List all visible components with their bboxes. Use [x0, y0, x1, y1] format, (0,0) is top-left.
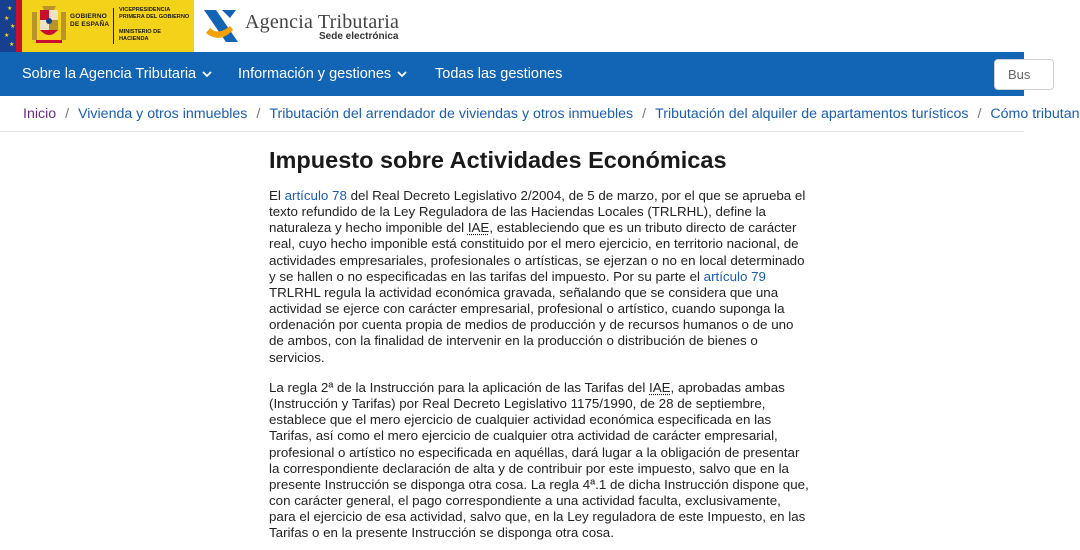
government-name [70, 13, 109, 28]
chevron-down-icon [397, 71, 407, 78]
vicepresidency-label: VICEPRESIDENCIA PRIMERA DEL GOBIERNO [119, 7, 190, 20]
page-title: Impuesto sobre Actividades Económicas [269, 147, 727, 173]
gov-line1: GOBIERNO [70, 13, 107, 20]
government-logo-block[interactable] [0, 0, 194, 52]
nav-item-todas-las-gestiones[interactable] [435, 52, 562, 96]
paragraph-1 [269, 188, 809, 366]
breadcrumb-separator: / [977, 106, 982, 122]
ministry-label: MINISTERIO DE HACIENDA [119, 29, 161, 42]
divider [113, 8, 114, 44]
breadcrumb-vivienda[interactable]: Vivienda y otros inmuebles [78, 106, 248, 122]
breadcrumb-separator: / [256, 106, 261, 122]
link-articulo-79[interactable]: artículo 79 [703, 268, 766, 284]
breadcrumb-separator: / [65, 106, 70, 122]
text-segment: La regla 2ª de la Instrucción para la aplicación de las Tarifas del [269, 380, 650, 395]
paragraph-2 [269, 380, 809, 542]
nav-item-label: Información y gestiones [238, 66, 392, 82]
coat-of-arms-icon [30, 4, 68, 48]
eu-spain-flag: ★ ★ ★ ★ ★ [0, 0, 22, 52]
breadcrumb-divider [0, 131, 1024, 132]
breadcrumb-apartamentos-turisticos[interactable]: Tributación del alquiler de apartamentos turísticos [655, 106, 969, 122]
search-placeholder: Bus [1008, 67, 1031, 82]
agency-subtitle: Sede electrónica [319, 31, 399, 42]
main-navigation [0, 52, 1024, 96]
search-input[interactable] [994, 59, 1054, 90]
breadcrumb-home[interactable]: Inicio [23, 106, 57, 122]
text-segment: , aprobadas ambas (Instrucción y Tarifas) por Real Decreto Legislativo 1175/1990, de 28 de septiembre, establece que el mero ejercicio de cualquier actividad económica especificada en las Tarifas, así como el mero ejercicio de cualquier otra actividad de carácter empresarial, profesional o artístico no especificada en aquéllas, dará lugar a la obligación de presentar la correspondiente declaración de alta y de contribuir por este impuesto, salvo que en la presente Instrucción se disponga otra cosa. La regla 4ª.1 de dicha Instrucción dispone que, con carácter general, el pago correspondiente a una actividad faculta, exclusivamente, para el ejercicio de esa actividad, salvo que, en la Ley reguladora de este Impuesto, en las Tarifas o en la presente Instrucción se disponga otra cosa. [269, 380, 809, 541]
nav-item-sobre-la-agencia[interactable] [22, 52, 212, 96]
breadcrumb [23, 105, 1080, 123]
abbreviation-iae[interactable]: IAE [649, 380, 671, 395]
breadcrumb-como-tributan[interactable]: Cómo tributan [990, 106, 1080, 122]
agency-name[interactable]: Agencia Tributaria [245, 11, 400, 33]
text-segment: El [269, 188, 285, 203]
breadcrumb-tributacion-arrendador[interactable]: Tributación del arrendador de viviendas y otros inmuebles [269, 106, 634, 122]
site-header [0, 0, 1024, 52]
text-segment: , estableciendo que es un tributo directo de carácter real, cuyo hecho imponible está constituido por el mero ejercicio, en territorio nacional, de actividades empresariales, profesionales o artísticas, se ejerzan o no en local determinado y se hallen o no especificadas en las tarifas del impuesto. Por su parte el [269, 220, 805, 284]
link-articulo-78[interactable]: artículo 78 [284, 188, 347, 203]
text-segment: TRLRHL regula la actividad económica gravada, señalando que se considera que una actividad se ejerce con carácter empresarial, profesional o artístico, cuando suponga la ordenación por cuenta propia de medios de producción y de recursos humanos o de uno de ambos, con la finalidad de intervenir en la producción o distribución de bienes o servicios. [269, 284, 794, 365]
nav-item-informacion-y-gestiones[interactable] [238, 52, 407, 96]
breadcrumb-separator: / [642, 106, 647, 122]
text-segment: del Real Decreto Legislativo 2/2004, de 5 de marzo, por el que se aprueba el texto refundido de la Ley Reguladora de las Haciendas Locales (TRLRHL), define la naturaleza y hecho imponible del [269, 188, 806, 236]
chevron-down-icon [202, 71, 212, 78]
abbreviation-iae[interactable]: IAE [467, 220, 490, 236]
agencia-tributaria-logo-icon[interactable] [200, 6, 242, 46]
nav-item-label: Sobre la Agencia Tributaria [22, 66, 197, 82]
nav-item-label: Todas las gestiones [435, 66, 563, 82]
gov-line2: DE ESPAÑA [70, 20, 110, 28]
